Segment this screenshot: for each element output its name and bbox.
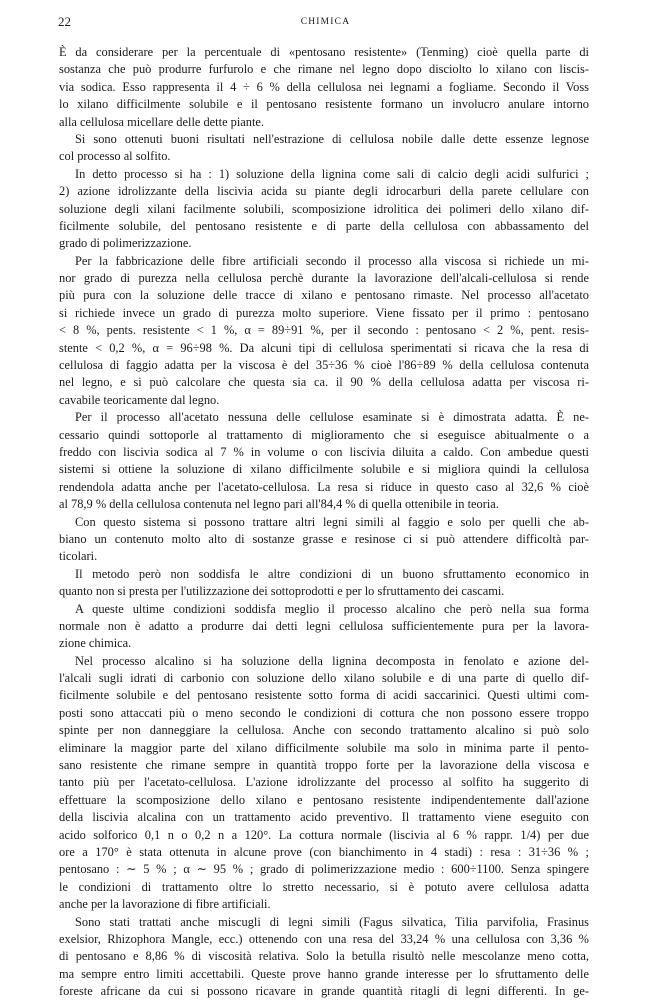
text-line: eliminare la maggior parte del xilano difficilmente solubile ma solo in minima parte il pento-: [59, 740, 589, 755]
text-line: della liscivia alcalina con un trattamento acido preventivo. Il trattamento viene eseguito con: [59, 810, 589, 825]
text-line: È da considerare per la percentuale di «pentosano resistente» (Tenming) cioè quella parte di: [59, 45, 589, 59]
text-line: col processo al solfito.: [59, 149, 171, 164]
text-line: al 78,9 % della cellulosa contenuta nel legno pari all'84,4 % di quella ottenibile in teoria.: [59, 497, 499, 512]
text-line: acido solforico 0,1 n o 0,2 n a 120°. La cottura normale (liscivia al 6 % rappr. 1/4) per due: [59, 827, 589, 842]
text-line: Nel processo alcalino si ha soluzione della lignina decomposta in fenolato e azione del-: [75, 653, 589, 668]
text-line: stente < 0,2 %, α = 96÷98 %. Da alcuni tipi di cellulosa sperimentati si ricava che la resa di: [59, 340, 589, 355]
running-title: CHIMICA: [300, 17, 351, 27]
text-line: soluzione degli xilani facilmente solubili, scomposizione idrolitica dei polimeri dello xilano dif-: [59, 201, 589, 216]
text-line: ficilmente solubile e del pentosano resistente sotto forma di acidi saccarinici. Questi ultimi com-: [59, 688, 589, 703]
text-line: grado di polimerizzazione.: [59, 236, 192, 251]
text-line: nor grado di purezza nella cellulosa perchè durante la lavorazione dell'alcali-cellulosa si rende: [59, 271, 589, 286]
text-line: Il metodo però non soddisfa le altre condizioni di un buono sfruttamento economico in: [75, 566, 589, 581]
text-line: cessario quindi sottoporle al trattamento di miglioramento che si eseguisce abitualmente o a: [59, 427, 589, 442]
text-line: Per il processo all'acetato nessuna delle cellulose esaminate si è dimostrata adatta. È ne-: [75, 410, 589, 425]
text-line: freddo con liscivia sodica al 7 % in volume o con liscivia diluita a caldo. Con ambedue questi: [59, 444, 589, 459]
text-line: ticolari.: [59, 549, 98, 564]
text-line: < 8 %, pents. resistente < 1 %, α = 89÷91 %, per il secondo : pentosano < 2 %, pent. resis-: [59, 323, 589, 338]
text-line: via sodica. Esso rappresenta il 4 ÷ 6 % della cellulosa nei legnami a fogliame. Secondo il Voss: [59, 79, 589, 94]
text-line: sistemi si ottiene la soluzione di xilano difficilmente solubile e si migliora quindi la cellulosa: [59, 462, 589, 477]
text-line: exelsior, Rhizophora Mangle, ecc.) ottenendo con una resa del 33,24 % una cellulosa con 3,36 %: [59, 931, 589, 946]
text-line: 2) azione idrolizzante della liscivia acida su piante degli idrocarburi della parete cellulare con: [59, 184, 589, 199]
text-line: A queste ultime condizioni soddisfa meglio il processo alcalino che però nella sua forma: [75, 601, 589, 616]
text-line: sostanza che può produrre furfurolo e che rimane nel legno dopo disciolto lo xilano con liscis-: [59, 62, 589, 77]
text-line: l'alcali sugli idrati di carbonio con soluzione dello xilano solubile e di una parte di quello dif-: [59, 671, 589, 686]
text-line: alla cellulosa micellare delle dette piante.: [59, 114, 265, 129]
text-line: posti sono attaccati più o meno secondo le condizioni di cottura che non possono essere troppo: [59, 705, 589, 720]
text-line: spinte per non danneggiare la cellulosa. Anche con secondo trattamento alcalino si può solo: [59, 723, 589, 738]
text-line: cavabile teoricamente dal legno.: [59, 392, 220, 407]
text-line: ficilmente solubile, del pentosano resistente e di parte della cellulosa con abbassamento del: [59, 218, 589, 233]
text-line: Con questo sistema si possono trattare altri legni simili al faggio e solo per quelli che ab-: [75, 514, 589, 529]
text-line: tanto più per l'acetato-cellulosa. L'azione idrolizzante del processo al solfito ha suggerito di: [59, 775, 589, 790]
text-line: lo xilano difficilmente solubile e il pentosano resistente formano un involucro anulare intorno: [59, 97, 589, 112]
text-line: Sono stati trattati anche miscugli di legni simili (Fagus silvatica, Tilia parvifolia, Frasinus: [75, 914, 589, 929]
text-line: foreste africane da cui si possono ricavare in grande quantità ritagli di legni differenti. In ge-: [59, 984, 589, 999]
page-number: 22: [58, 14, 71, 29]
text-line: effettuare la scomposizione dello xilano e pentosano resistente indipendentemente dall'azione: [59, 792, 589, 807]
text-line: pentosano : ∼ 5 % ; α ∼ 95 % ; grado di polimerizzazione medio : 600÷1100. Senza spingere: [59, 862, 589, 877]
text-line: si richiede invece un grado di purezza molto superiore. Viene fissato per il primo : pentosano: [59, 305, 589, 320]
text-line: di pentosano e 8,86 % di viscosità relativa. Solo la betulla risultò nelle mescolanze meno cotta,: [59, 949, 589, 964]
text-line: Si sono ottenuti buoni risultati nell'estrazione di cellulosa nobile dalle dette essenze legnose: [75, 131, 589, 146]
text-line: più pura con la soluzione delle tracce di xilano e pentosano rimaste. Nel processo all'acetato: [59, 288, 589, 303]
text-line: In detto processo si ha : 1) soluzione della lignina come sali di calcio degli acidi sulfurici ;: [75, 166, 589, 181]
text-line: nel legno, e si può calcolare che questa sia ca. il 90 % della cellulosa adatta per viscosa ri-: [59, 375, 589, 390]
text-line: Per la fabbricazione delle fibre artificiali secondo il processo alla viscosa si richiede un mi-: [75, 253, 589, 268]
text-line: biano un contenuto molto alto di sostanze grasse e resinose ci si può attendere difficoltà par-: [59, 531, 589, 546]
text-line: ore a 170° è stata ottenuta in alcune prove (con bianchimento in 4 stadi) : resa : 31÷36 % ;: [59, 844, 589, 859]
text-line: zione chimica.: [59, 636, 132, 651]
text-line: sano resistente che rimane sempre in quantità troppo forte per la lavorazione della viscosa e: [59, 758, 589, 773]
text-line: normale non è adatto a produrre dai detti legni cellulosa sufficientemente pura per la lavora-: [59, 618, 589, 633]
page-header: [58, 14, 593, 30]
text-line: le condizioni di trattamento oltre lo stretto necessario, si è potuto avere cellulosa adatta: [59, 879, 589, 894]
body-text: [59, 44, 589, 1000]
text-line: cellulosa di faggio adatta per la viscosa è del 35÷36 % cioè l'86÷89 % della cellulosa contenuta: [59, 358, 589, 373]
text-line: ma sempre entro limiti accettabili. Queste prove hanno grande interesse per lo sfruttamento delle: [59, 966, 589, 981]
text-line: quanto non si presta per l'utilizzazione dei sottoprodotti e per lo sfruttamento dei cascami.: [59, 584, 505, 599]
text-line: anche per la lavorazione di fibre artificiali.: [59, 897, 271, 912]
text-line: rendendola adatta anche per l'acetato-cellulosa. La resa si riduce in questo caso al 32,6 % cioè: [59, 479, 589, 494]
